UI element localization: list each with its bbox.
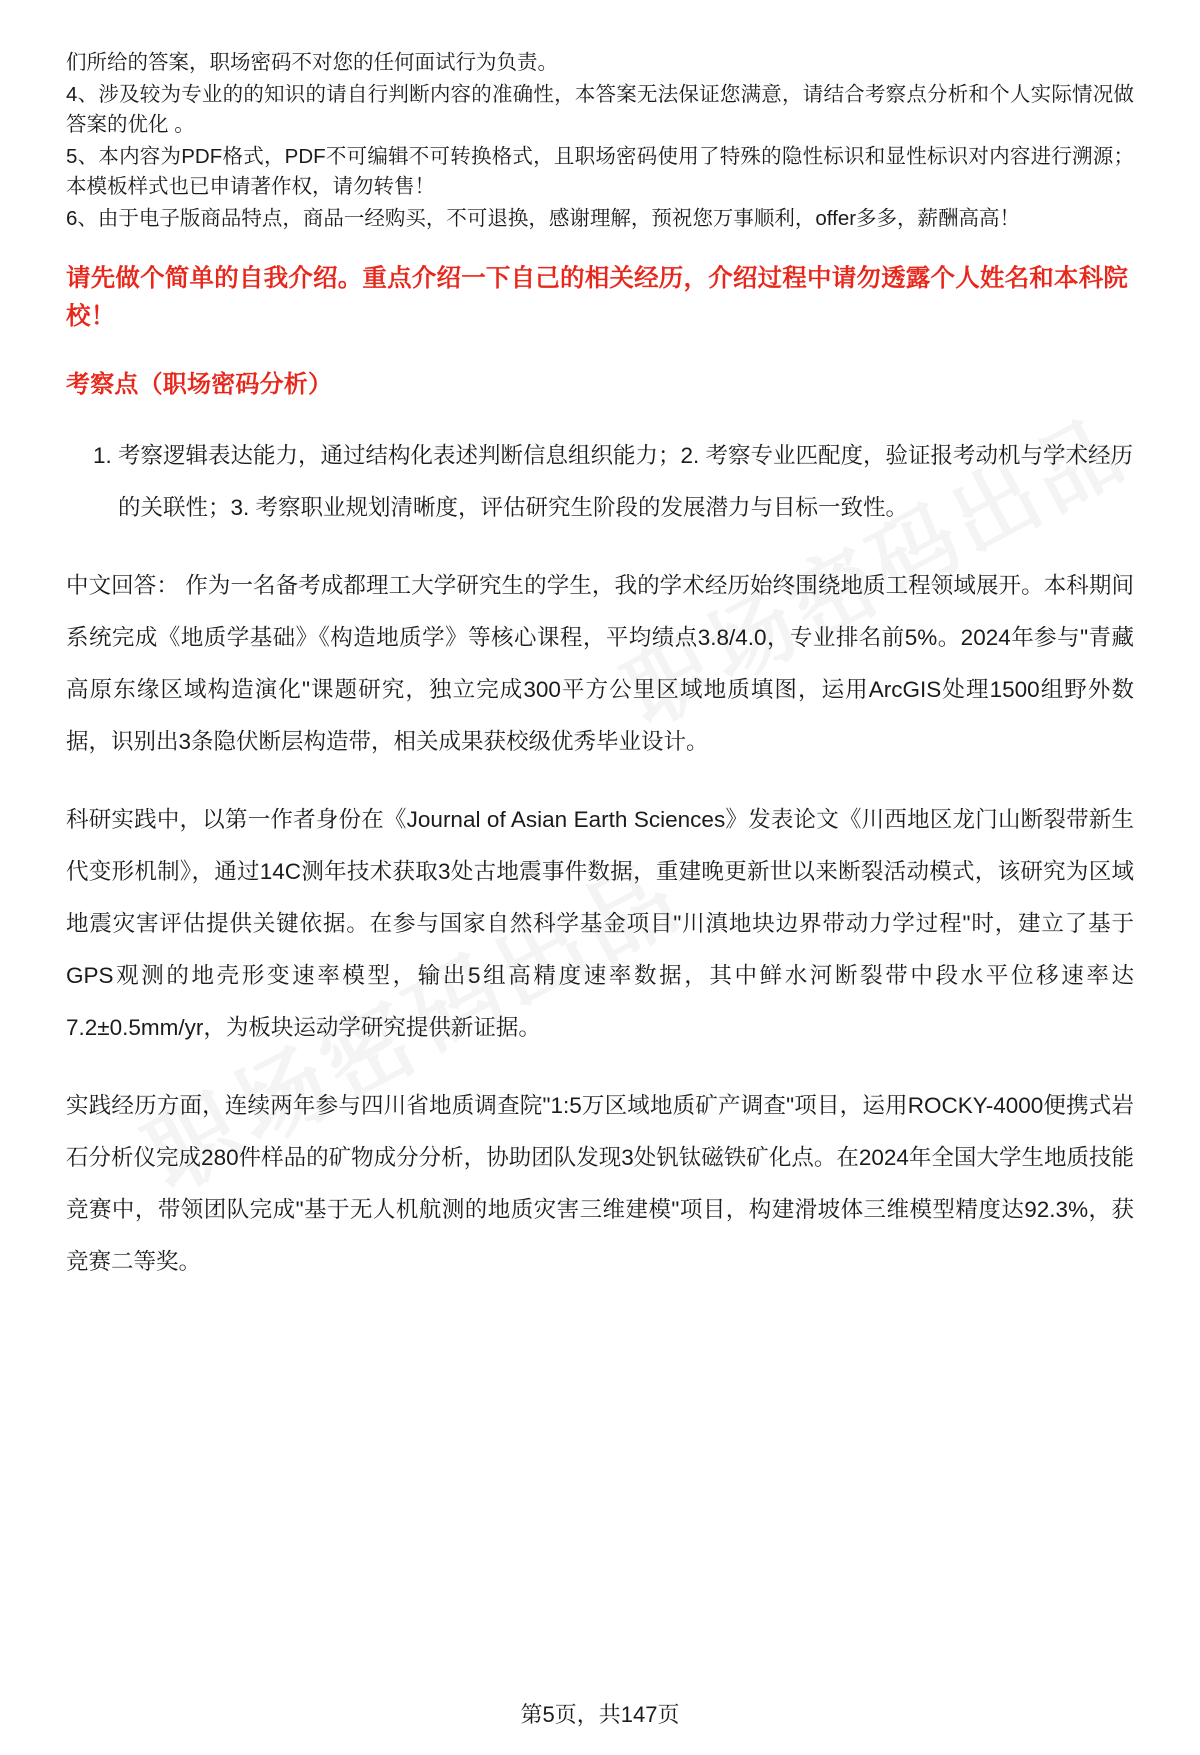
disclaimer-line: 4、涉及较为专业的的知识的请自行判断内容的准确性，本答案无法保证您满意，请结合考察点分析和个人实际情况做答案的优化 。 xyxy=(66,83,1134,136)
analysis-heading: 考察点（职场密码分析） xyxy=(66,371,333,398)
analysis-point-list xyxy=(66,430,1134,534)
disclaimer-line: 们所给的答案，职场密码不对您的任何面试行为负责。 xyxy=(66,51,558,74)
disclaimer-line: 5、本内容为PDF格式，PDF不可编辑不可转换格式，且职场密码使用了特殊的隐性标识和显性标识对内容进行溯源；本模板样式也已申请著作权，请勿转售！ xyxy=(66,145,1134,198)
question-heading: 请先做个简单的自我介绍。重点介绍一下自己的相关经历，介绍过程中请勿透露个人姓名和本科院校！ xyxy=(66,265,1129,330)
list-item: 1. 考察逻辑表达能力，通过结构化表述判断信息组织能力；2. 考察专业匹配度，验证报考动机与学术经历的关联性；3. 考察职业规划清晰度，评估研究生阶段的发展潜力与目标一致性。 xyxy=(118,430,1134,534)
answer-paragraph: 科研实践中，以第一作者身份在《Journal of Asian Earth Sciences》发表论文《川西地区龙门山断裂带新生代变形机制》，通过14C测年技术获取3处古地震事件数据，重建晚更新世以来断裂活动模式，该研究为区域地震灾害评估提供关键依据。在参与国家自然科学基金项目"川滇地块边界带动力学过程"时，建立了基于GPS观测的地壳形变速率模型，输出5组高精度速率数据，其中鲜水河断裂带中段水平位移速率达7.2±0.5mm/yr，为板块运动学研究提供新证据。 xyxy=(66,807,1134,1040)
page-footer: 第5页，共147页 xyxy=(520,1702,680,1727)
page-content xyxy=(66,48,1134,1288)
answer-paragraph: 实践经历方面，连续两年参与四川省地质调查院"1:5万区域地质矿产调查"项目，运用ROCKY-4000便携式岩石分析仪完成280件样品的矿物成分分析，协助团队发现3处钒钛磁铁矿化点。在2024年全国大学生地质技能竞赛中，带领团队完成"基于无人机航测的地质灾害三维建模"项目，构建滑坡体三维模型精度达92.3%，获竞赛二等奖。 xyxy=(66,1093,1134,1274)
disclaimer-block xyxy=(66,48,1134,234)
disclaimer-line: 6、由于电子版商品特点，商品一经购买，不可退换，感谢理解，预祝您万事顺利，offer多多，薪酬高高！ xyxy=(66,207,1021,230)
answer-paragraph: 中文回答： 作为一名备考成都理工大学研究生的学生，我的学术经历始终围绕地质工程领域展开。本科期间系统完成《地质学基础》《构造地质学》等核心课程，平均绩点3.8/4.0，专业排名前5%。2024年参与"青藏高原东缘区域构造演化"课题研究，独立完成300平方公里区域地质填图，运用ArcGIS处理1500组野外数据，识别出3条隐伏断层构造带，相关成果获校级优秀毕业设计。 xyxy=(66,573,1134,754)
